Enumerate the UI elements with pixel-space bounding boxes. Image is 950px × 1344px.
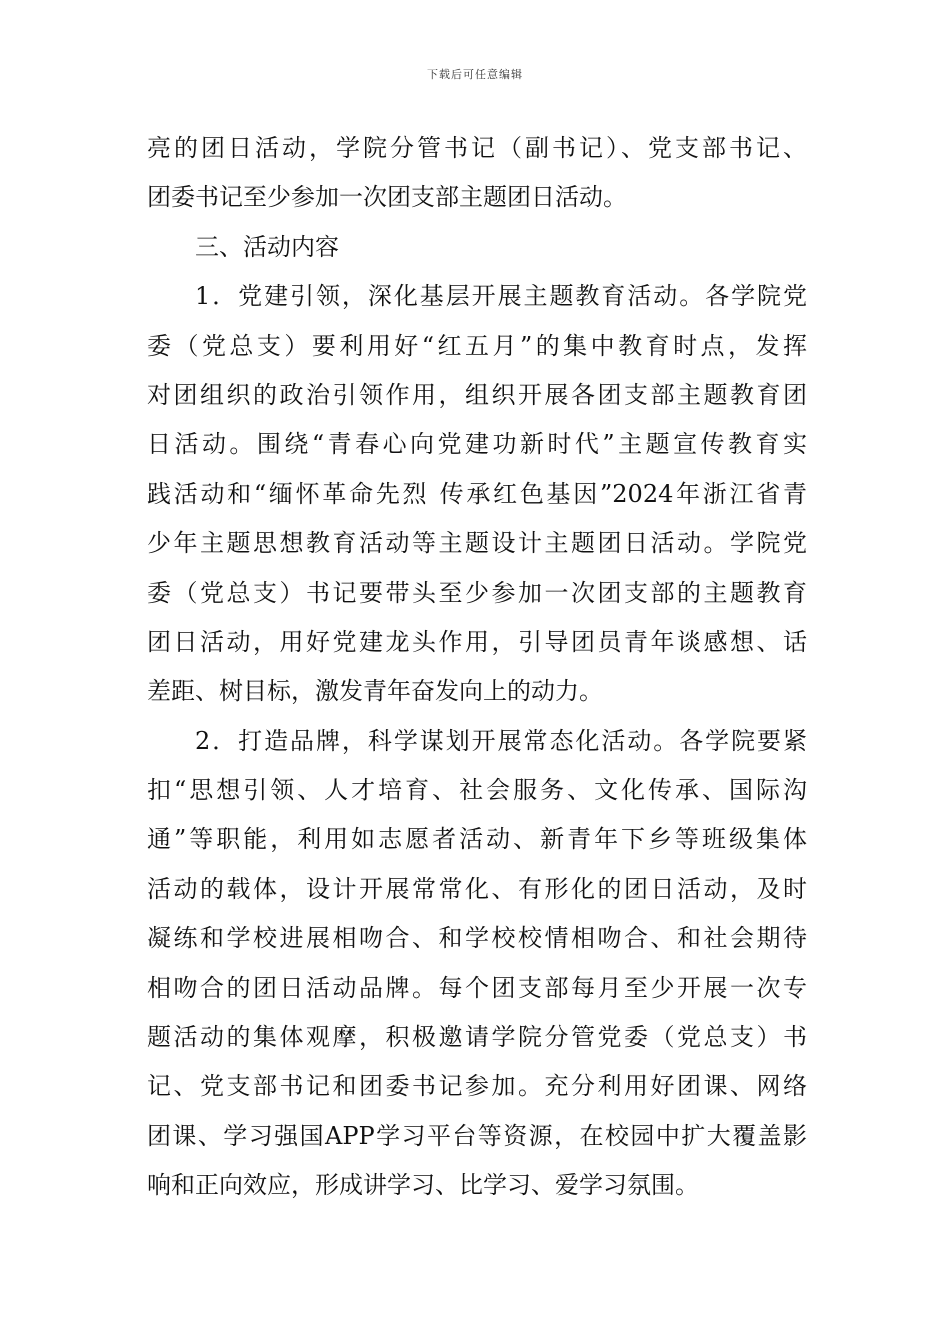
page-header: 下载后可任意编辑	[427, 68, 523, 81]
text-line: 凝练和学校进展相吻合、和学校校情相吻合、和社会期待	[147, 924, 807, 953]
text-line: 亮的团日活动，学院分管书记（副书记）、党支部书记、	[147, 134, 807, 162]
text-line: 团委书记至少参加一次团支部主题团日活动。	[147, 183, 627, 212]
text-line: 2．打造品牌，科学谋划开展常态化活动。各学院要紧	[195, 726, 807, 755]
text-line: 团课、学习强国APP学习平台等资源，在校园中扩大覆盖影	[147, 1121, 807, 1150]
text-line: 响和正向效应，形成讲学习、比学习、爱学习氛围。	[147, 1171, 699, 1200]
section-heading: 三、活动内容	[195, 232, 339, 261]
text-line: 活动的载体，设计开展常常化、有形化的团日活动，及时	[147, 874, 807, 903]
text-line: 差距、树目标，激发青年奋发向上的动力。	[147, 677, 603, 706]
text-line: 团日活动，用好党建龙头作用，引导团员青年谈感想、话	[147, 627, 807, 656]
text-line: 践活动和“缅怀革命先烈 传承红色基因”2024年浙江省青	[147, 479, 807, 508]
text-line: 题活动的集体观摩，积极邀请学院分管党委（党总支）书	[147, 1023, 807, 1052]
document-body	[147, 124, 807, 1211]
text-line: 扣“思想引领、人才培育、社会服务、文化传承、国际沟	[147, 776, 807, 805]
text-line: 记、党支部书记和团委书记参加。充分利用好团课、网络	[147, 1072, 807, 1101]
text-line: 日活动。围绕“青春心向党建功新时代”主题宣传教育实	[147, 430, 807, 459]
text-line: 委（党总支）要利用好“红五月”的集中教育时点，发挥	[147, 331, 807, 360]
text-line: 相吻合的团日活动品牌。每个团支部每月至少开展一次专	[147, 973, 807, 1002]
text-line: 对团组织的政治引领作用，组织开展各团支部主题教育团	[147, 380, 807, 409]
text-line: 1．党建引领，深化基层开展主题教育活动。各学院党	[195, 282, 807, 311]
text-line: 委（党总支）书记要带头至少参加一次团支部的主题教育	[147, 578, 807, 607]
text-line: 通”等职能，利用如志愿者活动、新青年下乡等班级集体	[147, 825, 807, 854]
text-line: 少年主题思想教育活动等主题设计主题团日活动。学院党	[147, 529, 807, 558]
